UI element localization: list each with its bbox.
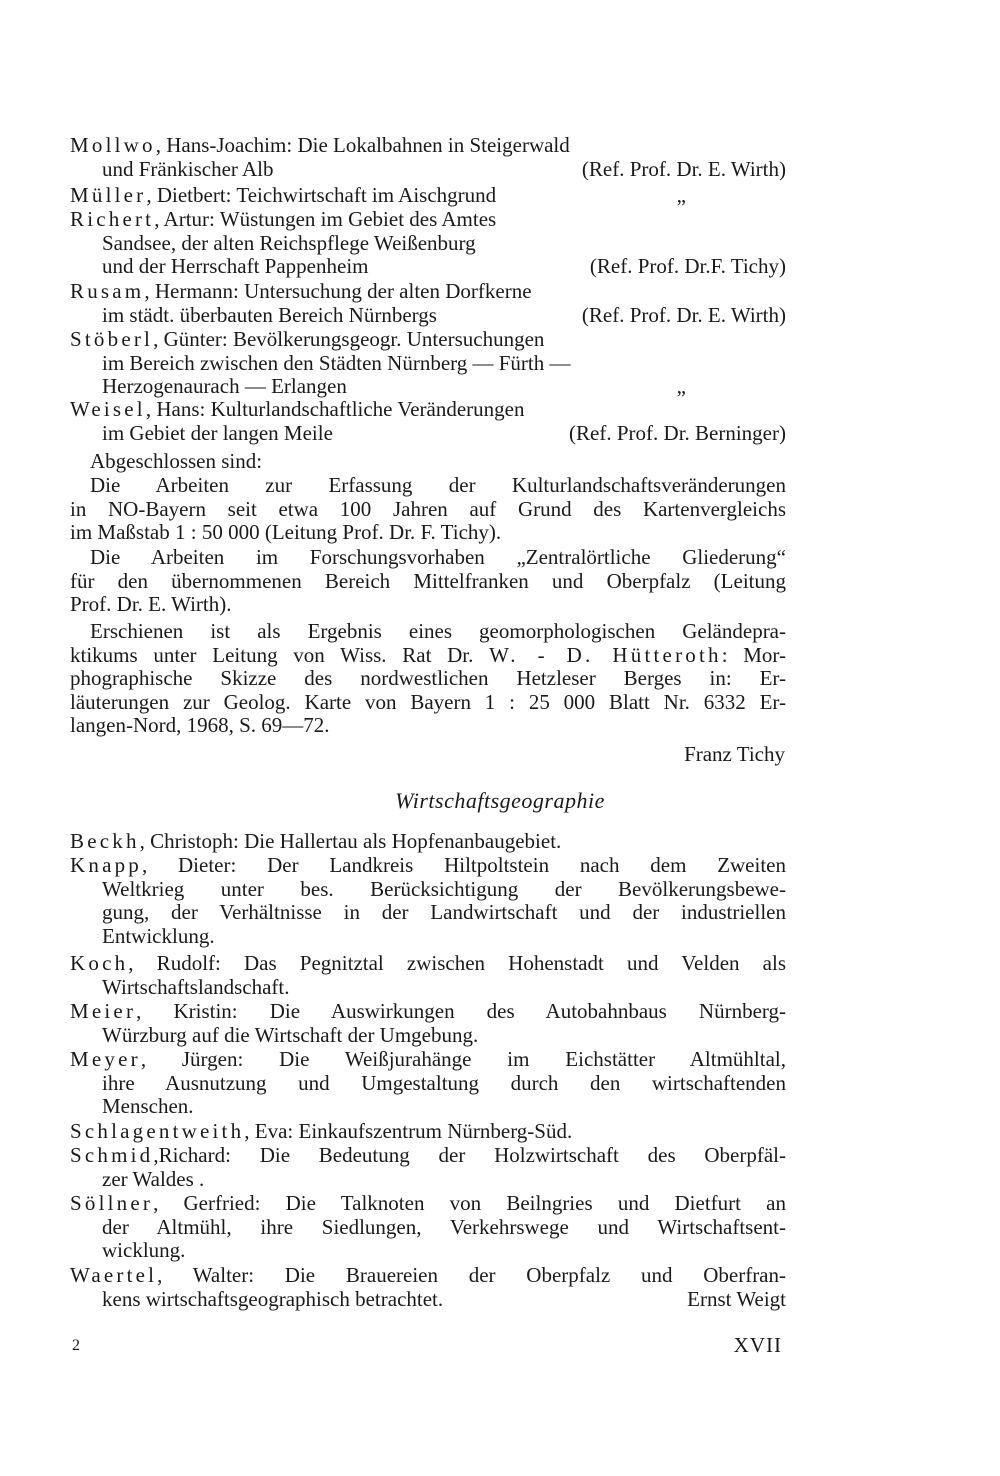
entry-waertel: Waertel, Walter: Die Brauereien der Oberpfalz und Oberfran- kens wirtschaftsgeographisch betrachtet. Ernst Weigt <box>70 1263 786 1311</box>
paragraph-abgeschlossen: Abgeschlossen sind: <box>90 449 263 473</box>
entry-knapp: Knapp, Dieter: Der Landkreis Hiltpoltstein nach dem Zweiten Weltkrieg unter bes. Berücksichtigung der Bevölkerungsbewe- gung, der Verhältnisse in der Landwirtschaft und der industriellen Entwicklung. <box>70 853 786 948</box>
paragraph-3: Erschienen ist als Ergebnis eines geomorphologischen Geländepra- ktikums unter Leitung von Wiss. Rat Dr. W. - D. Hütteroth: Mor- phographische Skizze des nordwestlichen Hetzleser Berges in: Er- läuterungen zur Geolog. Karte von Bayern 1 : 25 000 Blatt Nr. 6332 Er- langen-Nord, 1968, S. 69—72. <box>70 619 786 737</box>
entry-koch: Koch, Rudolf: Das Pegnitztal zwischen Hohenstadt und Velden als Wirtschaftslandschaft. <box>70 951 786 999</box>
entry-weisel: Weisel, Hans: Kulturlandschaftliche Veränderungen im Gebiet der langen Meile (Ref. Prof. Dr. Berninger) <box>70 397 786 445</box>
ditto-mark: „ <box>676 374 686 398</box>
page-number: XVII <box>733 1333 782 1357</box>
entry-meyer: Meyer, Jürgen: Die Weißjurahänge im Eichstätter Altmühltal, ihre Ausnutzung und Umgestaltung durch den wirtschaftenden Menschen. <box>70 1047 786 1118</box>
referee: (Ref. Prof. Dr. E. Wirth) <box>581 156 786 181</box>
author-name: Weisel <box>70 397 146 421</box>
author-name: Waertel <box>70 1263 158 1287</box>
entry-rusam: Rusam, Hermann: Untersuchung der alten Dorfkerne im städt. überbauten Bereich Nürnbergs (Ref. Prof. Dr. E. Wirth) <box>70 279 786 327</box>
paragraph-2: Die Arbeiten im Forschungsvorhaben „Zentralörtliche Gliederung“ für den übernommenen Bereich Mittelfranken und Oberpfalz (Leitung Prof. Dr. E. Wirth). <box>70 545 786 616</box>
author-name: W. - D. Hütteroth <box>489 642 722 667</box>
referee: (Ref. Prof. Dr. Berninger) <box>569 420 786 445</box>
author-name: Rusam <box>70 279 145 303</box>
author-name: Richert <box>70 207 155 231</box>
author-name: Müller <box>70 183 147 207</box>
entry-beckh: Beckh, Christoph: Die Hallertau als Hopfenanbaugebiet. <box>70 829 562 853</box>
author-name: Beckh <box>70 829 140 853</box>
author-name: Stöberl <box>70 327 154 351</box>
author-name: Schlagentweith <box>70 1119 245 1143</box>
author-name: Mollwo <box>70 133 156 157</box>
author-name: Söllner <box>70 1191 154 1215</box>
entry-stoeberl: Stöberl, Günter: Bevölkerungsgeogr. Untersuchungen im Bereich zwischen den Städten Nürnberg — Fürth — Herzogenaurach — Erlangen „ <box>70 328 786 399</box>
signature-tichy: Franz Tichy <box>684 742 785 766</box>
paragraph-1: Die Arbeiten zur Erfassung der Kulturlandschaftsveränderungen in NO-Bayern seit etwa 100 Jahren auf Grund des Kartenvergleichs im Maßstab 1 : 50 000 (Leitung Prof. Dr. F. Tichy). <box>70 473 786 544</box>
referee: (Ref. Prof. Dr.F. Tichy) <box>589 254 786 278</box>
section-heading: Wirtschaftsgeographie <box>395 788 605 813</box>
ditto-mark: „ <box>676 183 686 207</box>
entry-schlagentweith: Schlagentweith, Eva: Einkaufszentrum Nürnberg-Süd. <box>70 1119 573 1143</box>
author-name: Koch <box>70 951 129 975</box>
author-name: Meier <box>70 999 137 1023</box>
signature-mark: 2 <box>72 1337 80 1354</box>
entry-mollwo: Mollwo, Hans-Joachim: Die Lokalbahnen in Steigerwald und Fränkischer Alb (Ref. Prof. Dr. E. Wirth) <box>70 133 786 181</box>
entry-schmid: Schmid,Richard: Die Bedeutung der Holzwirtschaft des Oberpfäl- zer Waldes . <box>70 1143 786 1191</box>
author-name: Meyer <box>70 1047 141 1071</box>
referee: (Ref. Prof. Dr. E. Wirth) <box>581 302 786 327</box>
author-name: Knapp <box>70 853 142 877</box>
entry-mueller: Müller, Dietbert: Teichwirtschaft im Aischgrund „ <box>70 184 786 208</box>
author-name: Schmid <box>70 1143 154 1167</box>
entry-richert: Richert, Artur: Wüstungen im Gebiet des Amtes Sandsee, der alten Reichspflege Weißenburg und der Herrschaft Pappenheim (Ref. Prof. Dr.F. Tichy) <box>70 207 786 278</box>
signature-weigt: Ernst Weigt <box>687 1286 786 1311</box>
entry-soellner: Söllner, Gerfried: Die Talknoten von Beilngries und Dietfurt an der Altmühl, ihre Siedlungen, Verkehrswege und Wirtschaftsent- wicklung. <box>70 1191 786 1262</box>
entry-meier: Meier, Kristin: Die Auswirkungen des Autobahnbaus Nürnberg- Würzburg auf die Wirtschaft der Umgebung. <box>70 999 786 1047</box>
